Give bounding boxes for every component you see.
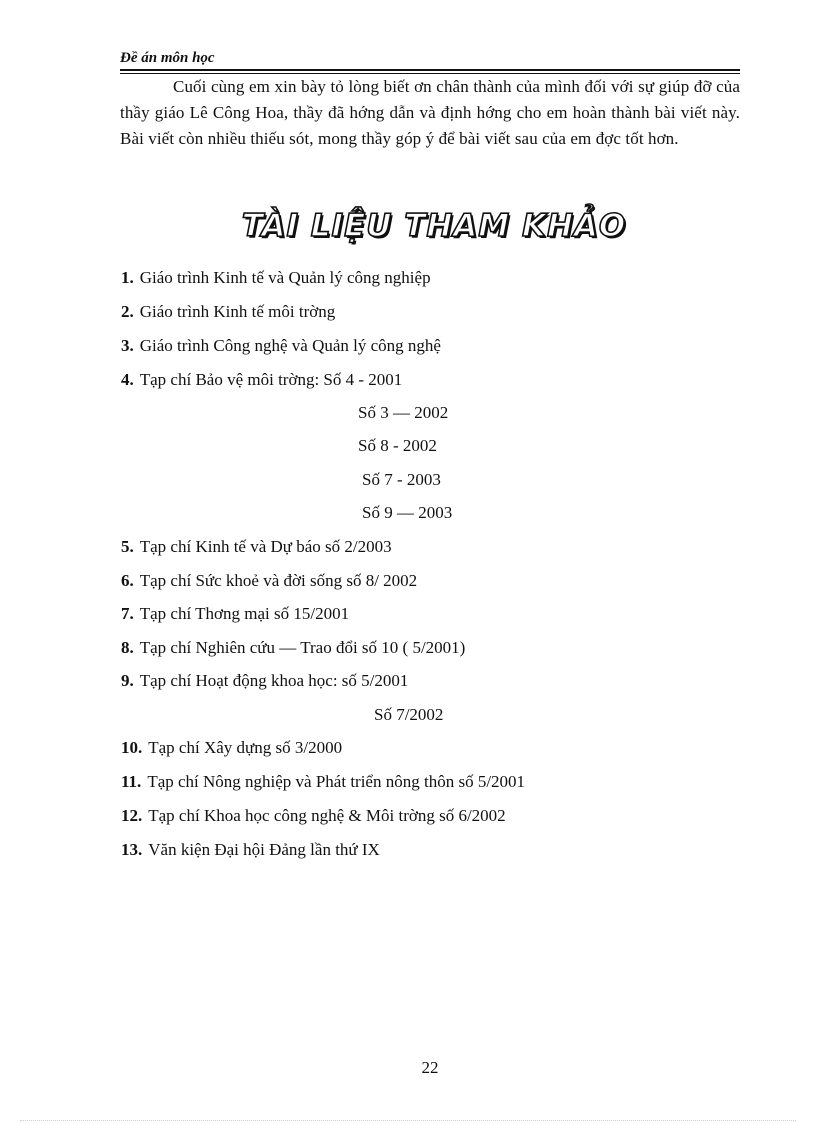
reference-item [121, 336, 441, 356]
reference-text: Văn kiện Đại hội Đảng lần thứ IX [148, 840, 380, 859]
reference-item [121, 571, 417, 591]
reference-text: Tạp chí Sức khoẻ và đời sống số 8/ 2002 [139, 571, 418, 590]
header-title: Đề án môn học [120, 50, 215, 66]
reference-text: Tạp chí Thơng mại số 15/2001 [139, 604, 350, 623]
page-number: 22 [421, 1058, 439, 1077]
reference-text: Tạp chí Kinh tế và Dự báo số 2/2003 [139, 537, 392, 556]
reference-number: 13. [121, 840, 143, 859]
references-heading: TÀI LIỆU THAM KHẢO [241, 208, 627, 244]
reference-subitem: Số 9 — 2003 [362, 503, 453, 522]
reference-item [121, 302, 335, 322]
reference-number: 11. [121, 772, 142, 791]
reference-number: 1. [121, 268, 134, 287]
reference-item [121, 638, 465, 658]
reference-item [121, 772, 525, 792]
reference-number: 8. [121, 638, 134, 657]
reference-item [121, 671, 408, 691]
reference-number: 10. [121, 738, 143, 757]
reference-subitem: Số 8 - 2002 [358, 436, 437, 455]
reference-subitem: Số 7 - 2003 [362, 470, 441, 489]
footer-divider [20, 1120, 796, 1121]
reference-text: Tạp chí Nông nghiệp và Phát triển nông thôn số 5/2001 [147, 772, 526, 791]
reference-subitem: Số 7/2002 [374, 705, 444, 724]
reference-text: Giáo trình Kinh tế môi trờng [139, 302, 336, 321]
reference-item [121, 537, 392, 557]
reference-text: Tạp chí Khoa học công nghệ & Môi trờng số 6/2002 [148, 806, 506, 825]
reference-text: Tạp chí Xây dựng số 3/2000 [148, 738, 343, 757]
reference-number: 4. [121, 370, 134, 389]
reference-text: Tạp chí Hoạt động khoa học: số 5/2001 [139, 671, 409, 690]
reference-item [121, 604, 349, 624]
reference-text: Giáo trình Công nghệ và Quản lý công nghệ [139, 336, 441, 355]
reference-text: Tạp chí Nghiên cứu — Trao đổi số 10 ( 5/2001) [139, 638, 466, 657]
intro-paragraph: Cuối cùng em xin bày tỏ lòng biết ơn chân thành của mình đối với sự giúp đỡ của thầy giáo Lê Công Hoa, thầy đã hớng dẫn và định hớng cho em hoàn thành bài viết này. Bài viết còn nhiều thiếu sót, mong thầy góp ý để bài viết sau của em đợc tốt hơn. [120, 77, 740, 148]
reference-item [121, 738, 342, 758]
reference-number: 6. [121, 571, 134, 590]
reference-item [121, 370, 402, 390]
reference-text: Giáo trình Kinh tế và Quản lý công nghiệp [139, 268, 431, 287]
reference-number: 9. [121, 671, 134, 690]
reference-item [121, 806, 506, 826]
reference-item [121, 840, 380, 860]
reference-item [121, 268, 431, 288]
reference-number: 3. [121, 336, 134, 355]
reference-number: 2. [121, 302, 134, 321]
reference-text: Tạp chí Bảo vệ môi trờng: Số 4 - 2001 [139, 370, 403, 389]
header-rule-thick [120, 69, 740, 71]
reference-subitem: Số 3 — 2002 [358, 403, 449, 422]
reference-number: 5. [121, 537, 134, 556]
reference-number: 12. [121, 806, 143, 825]
reference-number: 7. [121, 604, 134, 623]
